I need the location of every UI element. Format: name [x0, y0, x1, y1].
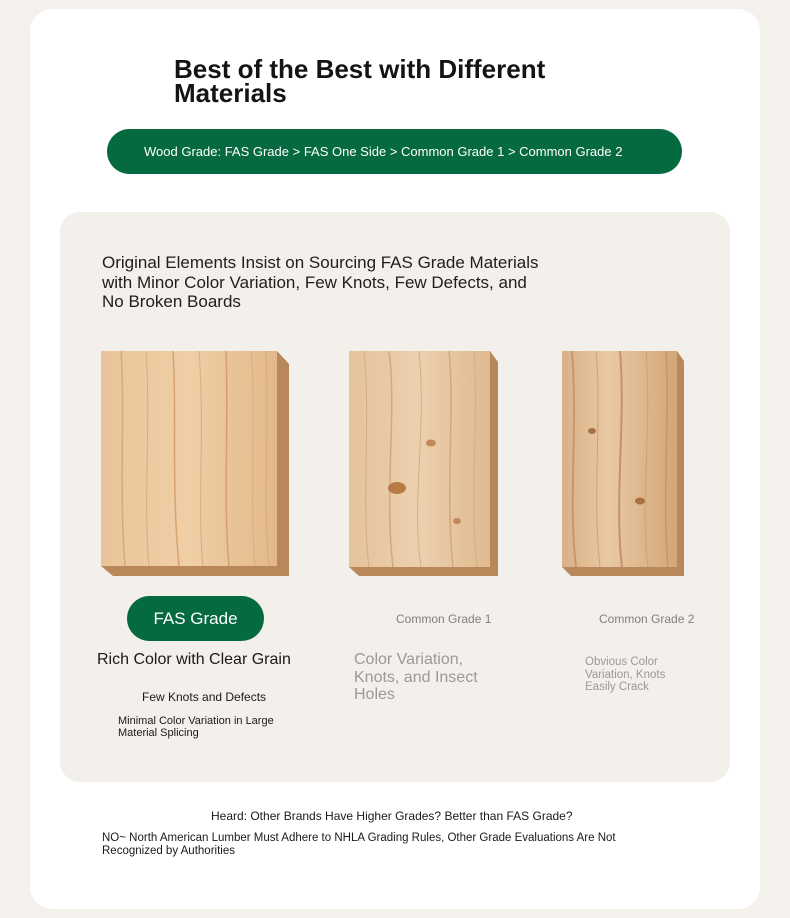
- common-grade-1-board-image: [349, 351, 498, 576]
- fas-feature-grain: Rich Color with Clear Grain: [97, 651, 291, 668]
- common-grade-1-label: Common Grade 1: [396, 612, 492, 626]
- footer-question: Heard: Other Brands Have Higher Grades? Better than FAS Grade?: [211, 809, 573, 823]
- panel-heading: Original Elements Insist on Sourcing FAS Grade Materials with Minor Color Variation, Few Knots, Few Defects, and No Broken Boards: [102, 253, 539, 311]
- fas-feature-color-variation: Minimal Color Variation in Large Material Splicing: [118, 715, 274, 739]
- fas-grade-board-image: [101, 351, 289, 576]
- fas-grade-label-pill: FAS Grade: [127, 596, 264, 641]
- fas-feature-knots: Few Knots and Defects: [142, 690, 267, 704]
- wood-grade-ladder-banner: Wood Grade: FAS Grade > FAS One Side > Common Grade 1 > Common Grade 2: [107, 129, 682, 174]
- footer-answer: NO~ North American Lumber Must Adhere to NHLA Grading Rules, Other Grade Evaluations Are Not Recognized by Authorities: [102, 832, 616, 857]
- common-grade-2-label: Common Grade 2: [599, 612, 695, 626]
- common-grade-2-description: Obvious Color Variation, Knots Easily Crack: [585, 656, 666, 693]
- page-title: Best of the Best with Different Materials: [174, 54, 546, 108]
- common-grade-2-board-image: [562, 351, 684, 576]
- common-grade-1-description: Color Variation, Knots, and Insect Holes: [354, 651, 478, 703]
